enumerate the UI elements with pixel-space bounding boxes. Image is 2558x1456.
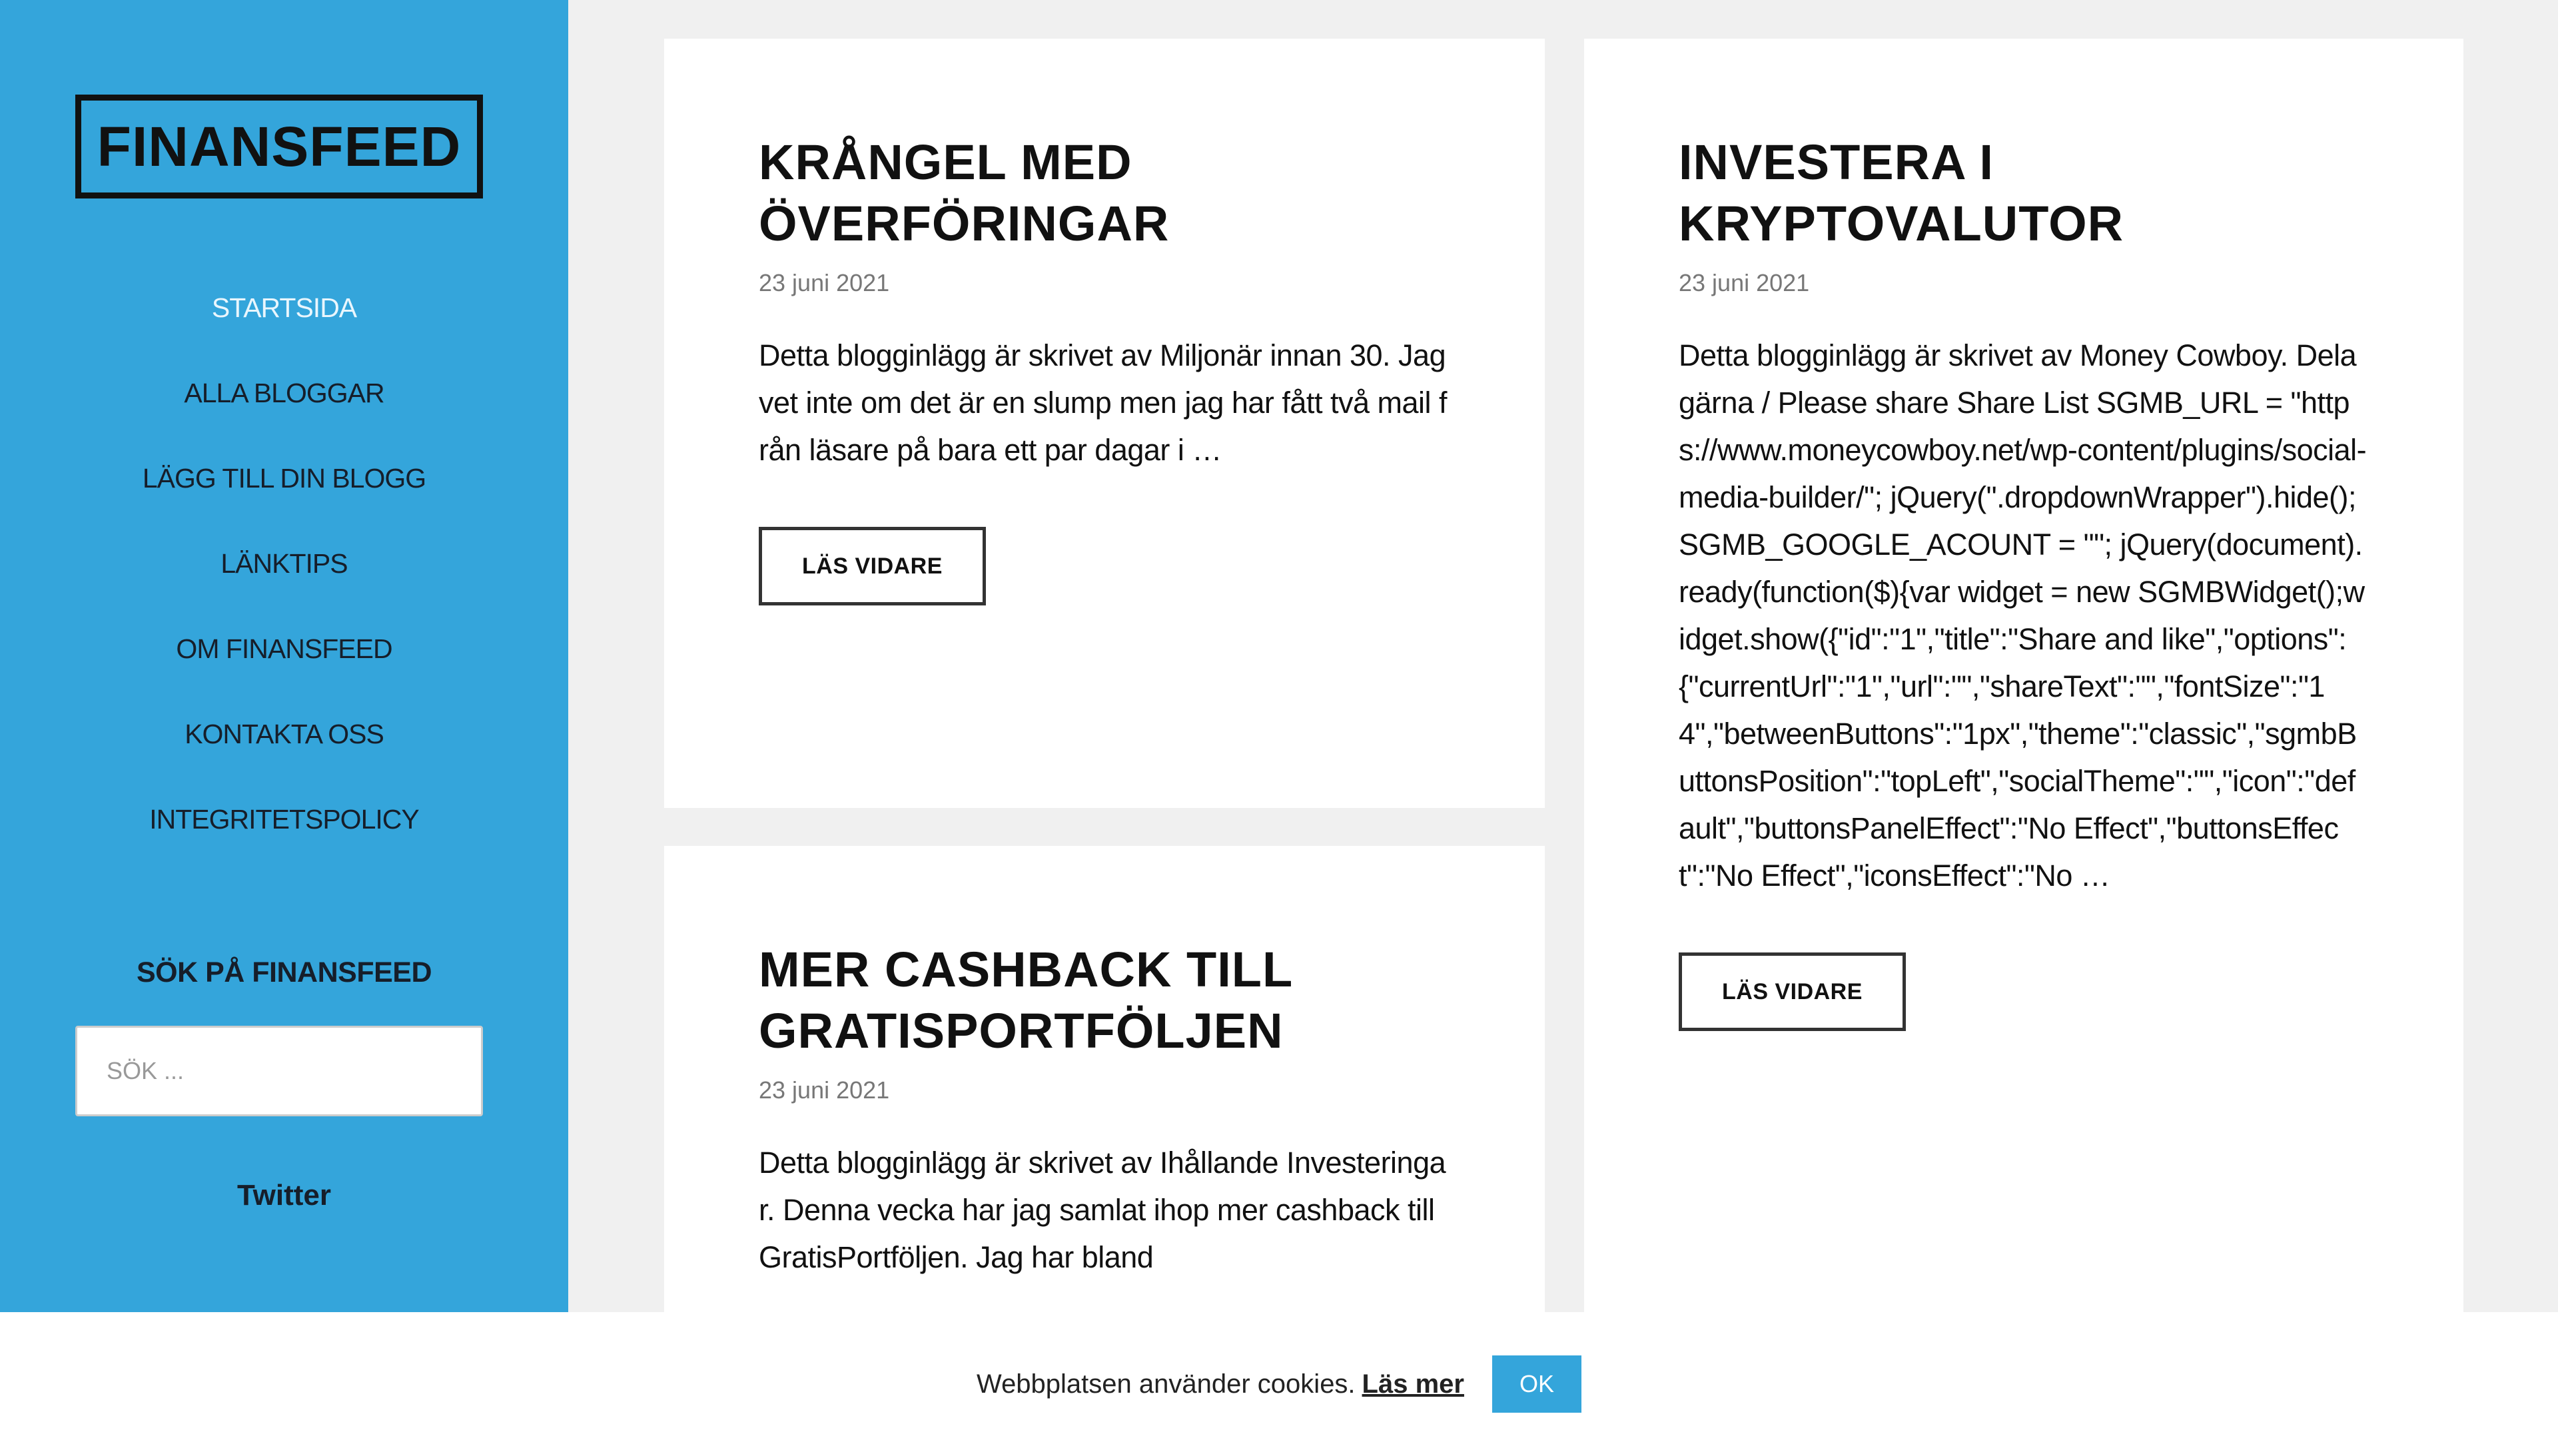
nav-item-lanktips[interactable]: LÄNKTIPS (220, 548, 348, 579)
cookie-banner (0, 1312, 2558, 1456)
nav-item-om-finansfeed[interactable]: OM FINANSFEED (176, 633, 392, 664)
post-date: 23 juni 2021 (759, 1076, 890, 1104)
cookie-read-more-link[interactable]: Läs mer (1362, 1369, 1464, 1399)
read-more-button[interactable]: LÄS VIDARE (1679, 952, 1906, 1031)
main-nav (0, 286, 568, 883)
post-card (1584, 39, 2463, 1312)
post-date: 23 juni 2021 (1679, 269, 1810, 296)
nav-item-kontakta-oss[interactable]: KONTAKTA OSS (185, 719, 384, 749)
post-title[interactable]: KRÅNGEL MED ÖVERFÖRINGAR (759, 135, 1170, 251)
read-more-button[interactable]: LÄS VIDARE (759, 527, 986, 605)
sidebar (0, 0, 568, 1312)
post-excerpt: Detta blogginlägg är skrivet av Miljonär innan 30. Jag vet inte om det är en slump men jag har fått två mail från läsare på bara ett par dagar i … (759, 338, 1447, 467)
search-heading: SÖK PÅ FINANSFEED (136, 956, 432, 988)
cookie-text: Webbplatsen använder cookies. (977, 1369, 1356, 1399)
post-excerpt: Detta blogginlägg är skrivet av Ihållande Investeringar. Denna vecka har jag samlat ihop mer cashback till GratisPortföljen. Jag har bland (759, 1146, 1446, 1274)
search-input[interactable] (75, 1026, 483, 1116)
site-logo[interactable]: FINANSFEED (75, 95, 483, 198)
post-card (664, 39, 1545, 808)
post-title[interactable]: INVESTERA I KRYPTOVALUTOR (1679, 135, 2124, 251)
post-date: 23 juni 2021 (759, 269, 890, 296)
post-card (664, 846, 1545, 1312)
nav-item-startsida[interactable]: STARTSIDA (211, 292, 357, 323)
post-excerpt: Detta blogginlägg är skrivet av Money Cowboy. Dela gärna / Please share Share List SGMB_URL = "https://www.moneycowboy.net/wp-content/plugins/social-media-builder/"; jQuery(".dropdownWrapper").hide(); SGMB_GOOGLE_ACOUNT = ""; jQuery(document).ready(function($){var widget = new SGMBWidget();widget.show({"id":"1","title":"Share and like","options":{"currentUrl":"1","url":"","shareText":"","fontSize":"14","betweenButtons":"1px","theme":"classic","sgmbButtonsPosition":"topLeft","socialTheme":"","icon":"default","buttonsPanelEffect":"No Effect","buttonsEffect":"No Effect","iconsEffect":"No … (1679, 338, 2367, 893)
twitter-link[interactable]: Twitter (237, 1179, 331, 1212)
post-title[interactable]: MER CASHBACK TILL GRATISPORTFÖLJEN (759, 942, 1292, 1058)
nav-item-lagg-till-din-blogg[interactable]: LÄGG TILL DIN BLOGG (142, 463, 426, 494)
nav-item-alla-bloggar[interactable]: ALLA BLOGGAR (184, 378, 384, 408)
nav-item-integritetspolicy[interactable]: INTEGRITETSPOLICY (149, 804, 419, 835)
cookie-ok-button[interactable]: OK (1492, 1355, 1581, 1413)
